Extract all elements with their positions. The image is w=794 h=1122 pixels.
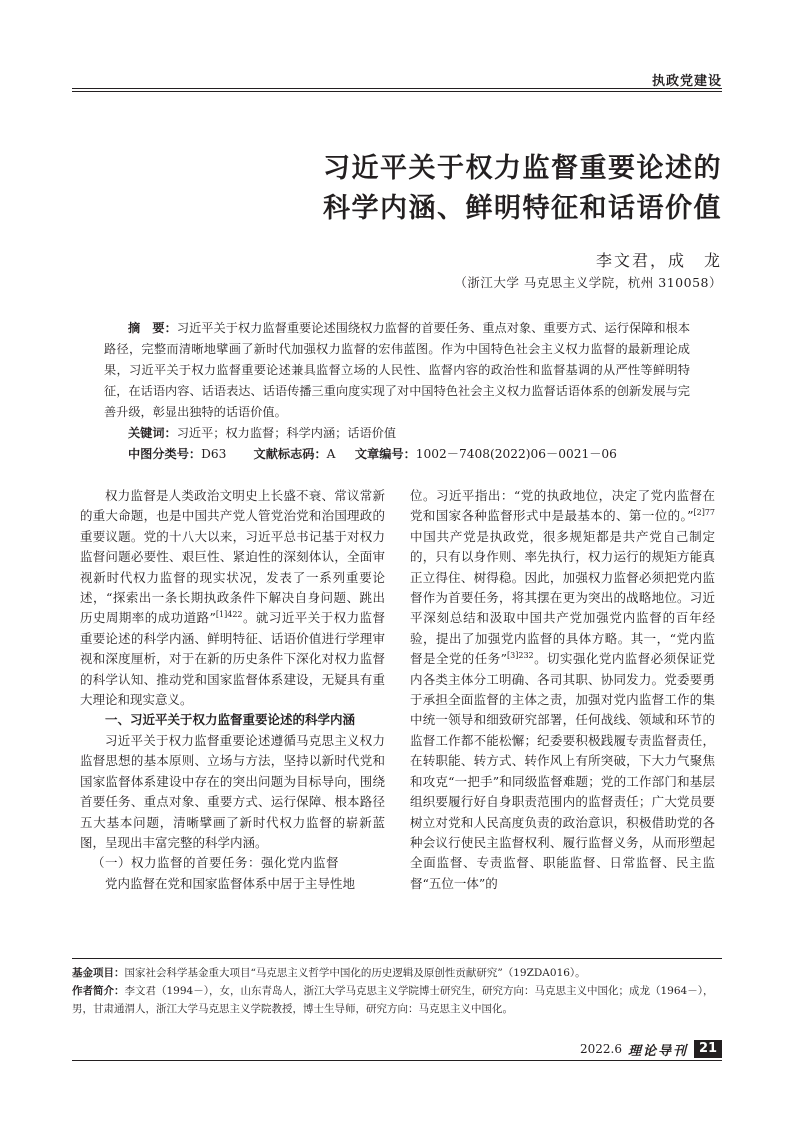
subsection-heading: （一）权力监督的首要任务：强化党内监督	[92, 855, 340, 871]
page-number: 21	[694, 1040, 722, 1058]
article-title-line-2: 科学内涵、鲜明特征和话语价值	[323, 193, 722, 224]
footnotes	[72, 964, 722, 1018]
article-number-label: 文章编号：	[354, 447, 416, 461]
funding-label: 基金项目：	[72, 967, 125, 979]
body-text: 位。习近平指出：“党的执政地位，决定了党内监督在党和国家各种监督形式中是最基本的、第一位的。”	[410, 488, 715, 524]
keywords-line	[128, 424, 396, 441]
body-column-left	[80, 486, 385, 946]
issue-date: 2022.6	[579, 1042, 622, 1056]
header-rule-thin	[72, 91, 722, 92]
footnote-rule	[72, 958, 722, 959]
affiliation: （浙江大学 马克思主义学院，杭州 310058）	[454, 275, 722, 290]
body-text: 。切实强化党内监督必须保证党内各类主体分工明确、各司其职、协同发力。党委要勇于承担全面监督的主体之责，加强对党内监督工作的集中统一领导和细致研究部署，任何战线、领域和环节的监督工作都不能松懈；纪委要积极践履专责监督责任，在转职能、转方式、转作风上有所突破，下大力气聚焦和攻克“一把手”和同级监督难题；党的工作部门和基层组织要履行好自身职责范围内的监督责任；广大党员要树立对党和人民高度负责的政治意识，积极借助党的各种会议行使民主监督权利、履行监督义务，从而形塑起全面监督、专责监督、职能监督、日常监督、民主监督“五位一体”的	[410, 651, 715, 891]
funding-note	[72, 964, 722, 982]
body-paragraph: 习近平关于权力监督重要论述遵循马克思主义权力监督思想的基本原则、立场与方法，坚持以新时代党和国家监督体系建设中存在的突出问题为目标导向，围绕首要任务、重点对象、重要方式、运行保障、根本路径五大基本问题，清晰擘画了新时代权力监督的崭新蓝图，呈现出丰富完整的科学内涵。	[80, 732, 385, 850]
doc-code-label: 文献标志码：	[253, 447, 327, 461]
body-text: 中国共产党是执政党，很多规矩都是共产党自己制定的，只有以身作则、率先执行，权力运行的规矩方能真正立得住、树得稳。因此，加强权力监督必须把党内监督作为首要任务，将其摆在更为突出的战略地位。习近平深刻总结和汲取中国共产党加强党内监督的百年经验，提出了加强党内监督的具体方略。其一，“党内监督是全党的任务”	[410, 528, 715, 667]
clc-value: D63	[201, 447, 227, 461]
article-number-value: 1002－7408(2022)06－0021－06	[415, 447, 617, 461]
abstract-text: 习近平关于权力监督重要论述围绕权力监督的首要任务、重点对象、重要方式、运行保障和根本路径，完整而清晰地擘画了新时代加强权力监督的宏伟蓝图。作为中国特色社会主义权力监督的最新理论成果，习近平关于权力监督重要论述兼具监督立场的人民性、监督内容的政治性和监督基调的从严性等鲜明特征，在话语内容、话语表达、话语传播三重向度实现了对中国特色社会主义权力监督话语体系的创新发展与完善升级，彰显出独特的话语价值。	[104, 321, 691, 419]
footer-rule	[72, 1060, 722, 1061]
citation: [1]422	[215, 610, 243, 620]
section-heading: 一、习近平关于权力监督重要论述的科学内涵	[105, 712, 356, 728]
abstract	[104, 318, 690, 423]
author-bio-label: 作者简介：	[72, 985, 125, 997]
authors: 李文君，成 龙	[595, 251, 722, 270]
page-footer	[580, 1040, 722, 1058]
funding-text: 国家社会科学基金重大项目“马克思主义哲学中国化的历史逻辑及原创性贡献研究”（19ZDA016）。	[124, 967, 586, 979]
article-title-line-1: 习近平关于权力监督重要论述的	[323, 153, 722, 184]
body-column-right	[410, 486, 715, 946]
keywords-text: 习近平；权力监督；科学内涵；话语价值	[176, 426, 397, 440]
body-paragraph: 党内监督在党和国家监督体系中居于主导性地	[105, 875, 356, 891]
section-tag: 执政党建设	[651, 74, 722, 89]
journal-name: 理论导刊	[627, 1043, 688, 1059]
body-text: 。就习近平关于权力监督重要论述的科学内涵、鲜明特征、话语价值进行学理审视和深度厘析，对于在新的历史条件下深化对权力监督的科学认知、推动党和国家监督体系建设，无疑具有重大理论和现实意义。	[80, 610, 385, 708]
abstract-label: 摘 要：	[128, 321, 177, 335]
body-paragraph	[80, 486, 385, 710]
classification-line	[128, 445, 617, 462]
author-bio-text: 李文君（1994－），女，山东青岛人，浙江大学马克思主义学院博士研究生，研究方向：马克思主义中国化；成龙（1964－），男，甘肃通渭人，浙江大学马克思主义学院教授，博士生导师，研究方向：马克思主义中国化。	[72, 985, 714, 1015]
citation: [3]232	[507, 651, 534, 661]
author-note	[72, 982, 722, 1018]
header-rule	[72, 88, 722, 89]
keywords-label: 关键词：	[128, 426, 177, 440]
doc-code-value: A	[326, 447, 336, 461]
clc-label: 中图分类号：	[128, 447, 202, 461]
citation: [2]77	[693, 508, 715, 518]
body-text: 权力监督是人类政治文明史上长盛不衰、常议常新的重大命题，也是中国共产党人管党治党和治国理政的重要议题。党的十八大以来，习近平总书记基于对权力监督问题必要性、艰巨性、紧迫性的深刻体认，全面审视新时代权力监督的现实状况，发表了一系列重要论述，“探索出一条长期执政条件下解决自身问题、跳出历史周期率的成功道路”	[80, 488, 385, 626]
body-paragraph	[410, 486, 715, 894]
